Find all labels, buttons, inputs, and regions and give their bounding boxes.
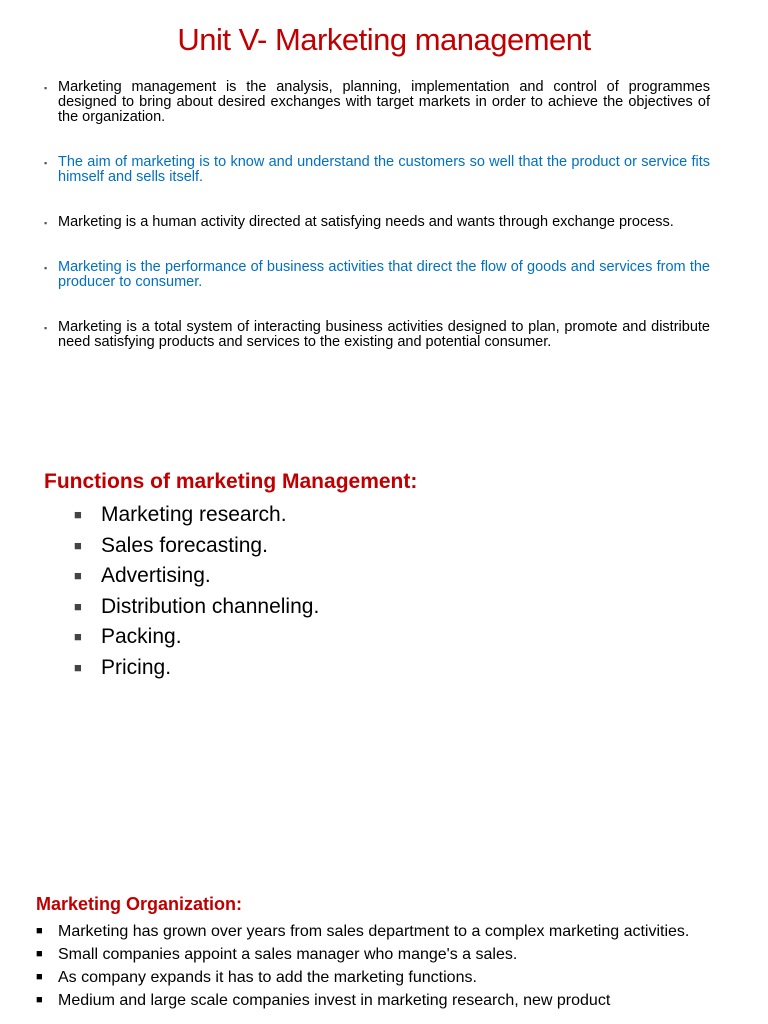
function-text: Pricing. xyxy=(101,655,172,679)
functions-heading: Functions of marketing Management: xyxy=(44,470,418,493)
bullet-icon: ▪ xyxy=(44,158,48,168)
intro-item xyxy=(44,155,710,185)
organization-heading: Marketing Organization: xyxy=(36,894,243,914)
function-text: Advertising. xyxy=(101,564,211,588)
bullet-icon: ■ xyxy=(74,507,82,522)
bullet-icon: ▪ xyxy=(44,263,48,273)
bullet-icon: ▪ xyxy=(44,83,48,93)
bullet-icon: ▪ xyxy=(44,323,48,333)
function-text: Distribution channeling. xyxy=(101,594,320,618)
organization-item xyxy=(36,943,724,966)
functions-list xyxy=(74,500,319,684)
function-text: Sales forecasting. xyxy=(101,533,268,557)
bullet-icon: ■ xyxy=(74,659,82,675)
intro-text: Marketing management is the analysis, planning, implementation and control of programmes designed to bring about desired exchanges with target markets in order to achieve the objectives of the organization. xyxy=(58,79,710,125)
organization-text: Small companies appoint a sales manager who mange's a sales. xyxy=(58,946,518,963)
bullet-icon: ■ xyxy=(36,948,43,960)
intro-list xyxy=(44,80,710,350)
organization-item xyxy=(36,920,724,943)
organization-list xyxy=(36,920,724,1012)
function-item xyxy=(74,653,319,684)
function-text: Marketing research. xyxy=(101,503,287,526)
function-item xyxy=(74,500,319,531)
bullet-icon: ■ xyxy=(36,994,43,1006)
function-item xyxy=(74,622,319,653)
intro-text: Marketing is a total system of interacting business activities designed to plan, promote and distribute need satisfying products and services to the existing and potential consumer. xyxy=(58,319,710,350)
intro-text: Marketing is a human activity directed at satisfying needs and wants through exchange process. xyxy=(58,214,674,230)
intro-item xyxy=(44,215,710,230)
bullet-icon: ■ xyxy=(74,537,82,553)
organization-item xyxy=(36,989,724,1012)
bullet-icon: ■ xyxy=(36,971,43,983)
intro-text: The aim of marketing is to know and understand the customers so well that the product or service fits himself and sells itself. xyxy=(58,154,710,185)
intro-item xyxy=(44,260,710,290)
bullet-icon: ▪ xyxy=(44,218,48,228)
bullet-icon: ■ xyxy=(36,925,43,937)
bullet-icon: ■ xyxy=(74,598,82,614)
bullet-icon: ■ xyxy=(74,568,82,584)
intro-text: Marketing is the performance of business activities that direct the flow of goods and services from the producer to consumer. xyxy=(58,259,710,290)
organization-text: Medium and large scale companies invest in marketing research, new product xyxy=(58,992,611,1009)
function-item xyxy=(74,561,319,592)
intro-item xyxy=(44,320,710,350)
organization-item xyxy=(36,966,724,989)
function-text: Packing. xyxy=(101,625,182,649)
intro-item xyxy=(44,80,710,125)
bullet-icon: ■ xyxy=(74,629,82,645)
organization-text: As company expands it has to add the marketing functions. xyxy=(58,969,477,986)
function-item xyxy=(74,592,319,623)
function-item xyxy=(74,531,319,562)
page-title: Unit V- Marketing management xyxy=(177,22,591,57)
organization-text: Marketing has grown over years from sales department to a complex marketing activities. xyxy=(58,923,690,940)
